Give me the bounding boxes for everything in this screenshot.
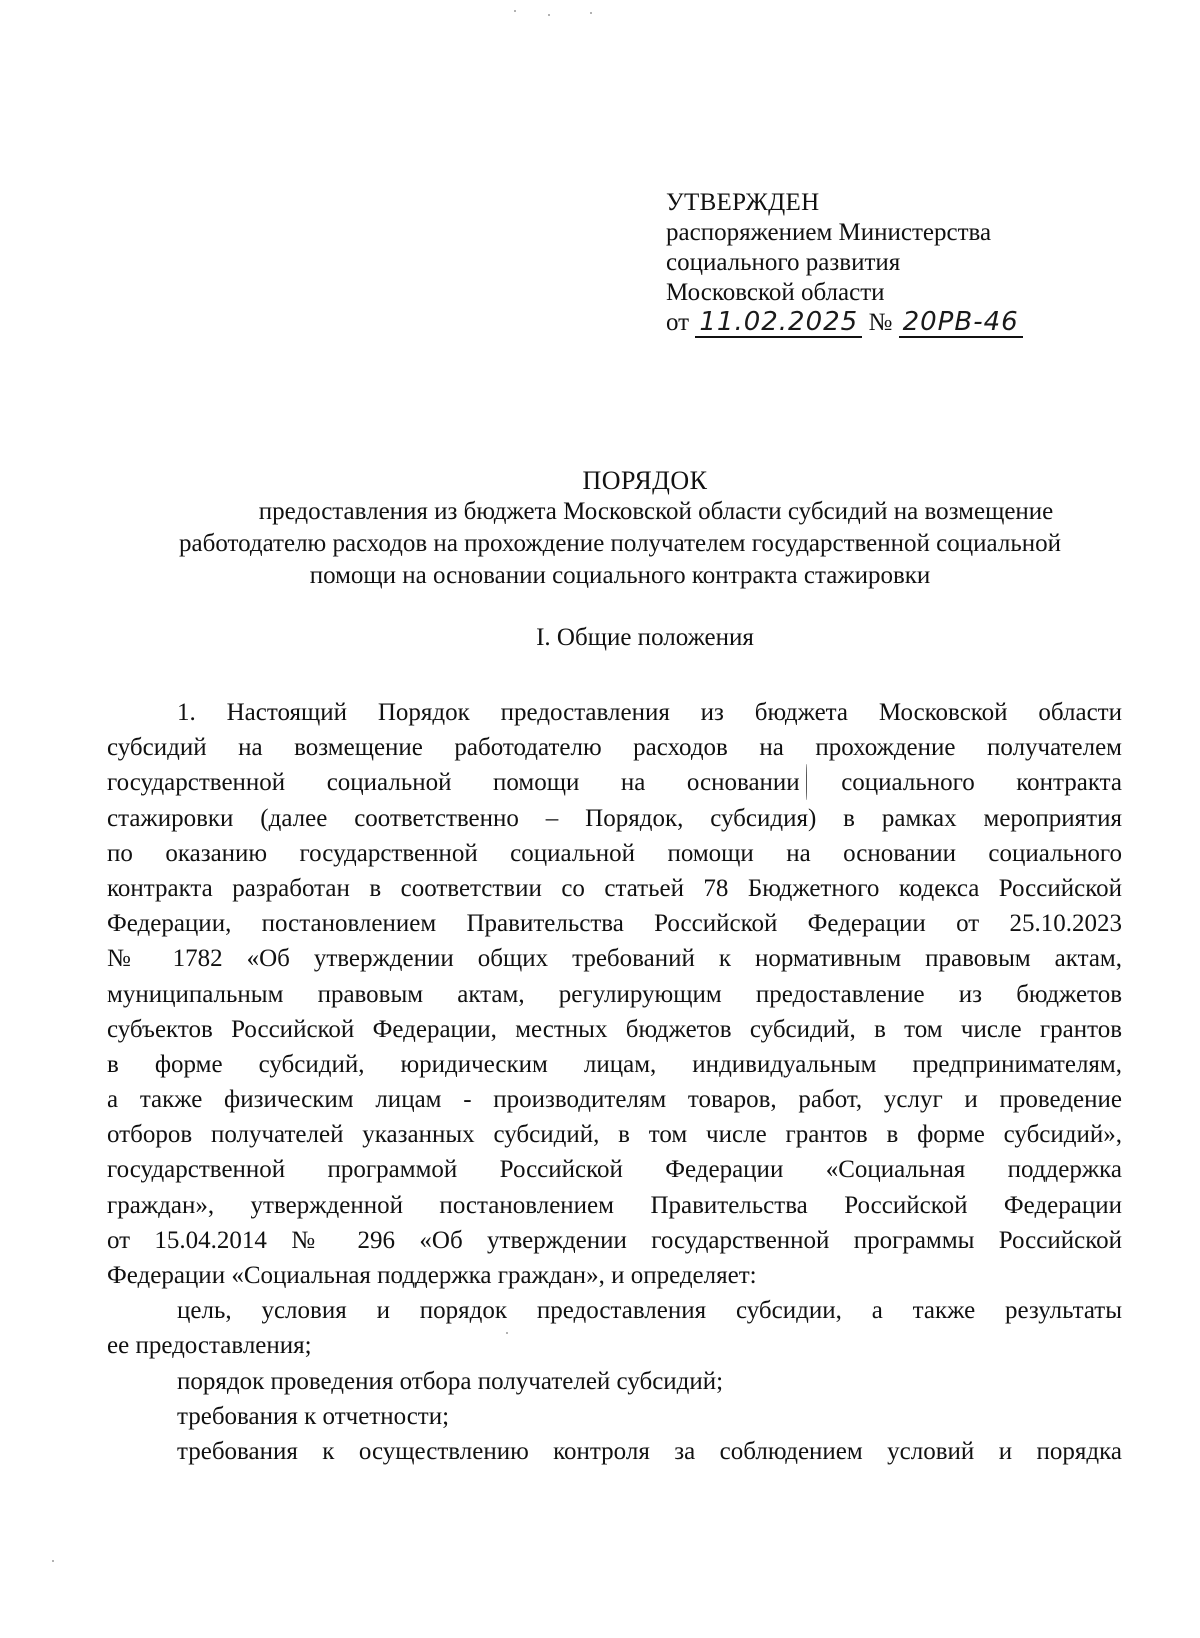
body-line: от 15.04.2014 № 296 «Об утверждении государственной программы Российской <box>107 1226 1122 1254</box>
body-line: № 1782 «Об утверждении общих требований к нормативным правовым актам, <box>107 945 1122 973</box>
from-label: от <box>666 309 690 336</box>
body-line: требования к отчетности; <box>177 1402 450 1430</box>
body-line: граждан», утвержденной постановлением Правительства Российской Федерации <box>107 1191 1122 1219</box>
approval-block <box>666 188 1106 338</box>
body-line: стажировки (далее соответственно – Порядок, субсидия) в рамках мероприятия <box>107 804 1122 832</box>
approval-title: УТВЕРЖДЕН <box>666 189 820 216</box>
body-line: цель, условия и порядок предоставления субсидии, а также результаты <box>177 1297 1122 1325</box>
body-line: субъектов Российской Федерации, местных бюджетов субсидий, в том числе грантов <box>107 1015 1122 1043</box>
document-body <box>107 695 1122 1469</box>
body-line: субсидий на возмещение работодателю расходов на прохождение получателем <box>107 734 1122 762</box>
subtitle-line: помощи на основании социального контракта стажировки <box>309 562 931 589</box>
scan-speck <box>52 1560 54 1562</box>
body-line: ее предоставления; <box>107 1332 312 1360</box>
approval-date-line <box>666 308 1106 338</box>
approval-line: социального развития <box>666 249 901 276</box>
document-subtitle <box>120 496 1120 592</box>
body-line: 1. Настоящий Порядок предоставления из бюджета Московской области <box>177 699 1122 726</box>
scan-speck <box>548 14 550 16</box>
document-title: ПОРЯДОК <box>582 466 708 495</box>
scan-speck <box>590 12 592 14</box>
section-heading: I. Общие положения <box>536 624 754 651</box>
body-line: муниципальным правовым актам, регулирующим предоставление из бюджетов <box>107 980 1122 1008</box>
subtitle-line: предоставления из бюджета Московской области субсидий на возмещение <box>258 498 1054 525</box>
scan-speck <box>514 10 516 12</box>
approval-line: Московской области <box>666 279 885 306</box>
body-line: Федерации, постановлением Правительства Российской Федерации от 25.10.2023 <box>107 910 1122 938</box>
body-line: требования к осуществлению контроля за соблюдением условий и порядка <box>177 1437 1122 1465</box>
handwritten-date: 11.02.2025 <box>695 308 862 338</box>
body-line: отборов получателей указанных субсидий, в том числе грантов в форме субсидий», <box>107 1121 1122 1149</box>
handwritten-number: 20РВ-46 <box>899 308 1023 338</box>
subtitle-line: работодателю расходов на прохождение получателем государственной социальной <box>179 530 1061 557</box>
body-line: а также физическим лицам - производителям товаров, работ, услуг и проведение <box>107 1086 1122 1114</box>
body-line: государственной программой Российской Федерации «Социальная поддержка <box>107 1156 1122 1184</box>
approval-line: распоряжением Министерства <box>666 219 992 246</box>
body-line: в форме субсидий, юридическим лицам, индивидуальным предпринимателям, <box>107 1050 1122 1078</box>
body-line: порядок проведения отбора получателей субсидий; <box>177 1367 724 1395</box>
body-line: государственной социальной помощи на основании социального контракта <box>107 769 1122 797</box>
number-label: № <box>868 309 893 336</box>
body-line: по оказанию государственной социальной помощи на основании социального <box>107 839 1122 867</box>
body-line: контракта разработан в соответствии со статьей 78 Бюджетного кодекса Российской <box>107 874 1122 902</box>
body-line: Федерации «Социальная поддержка граждан», и определяет: <box>107 1262 757 1289</box>
